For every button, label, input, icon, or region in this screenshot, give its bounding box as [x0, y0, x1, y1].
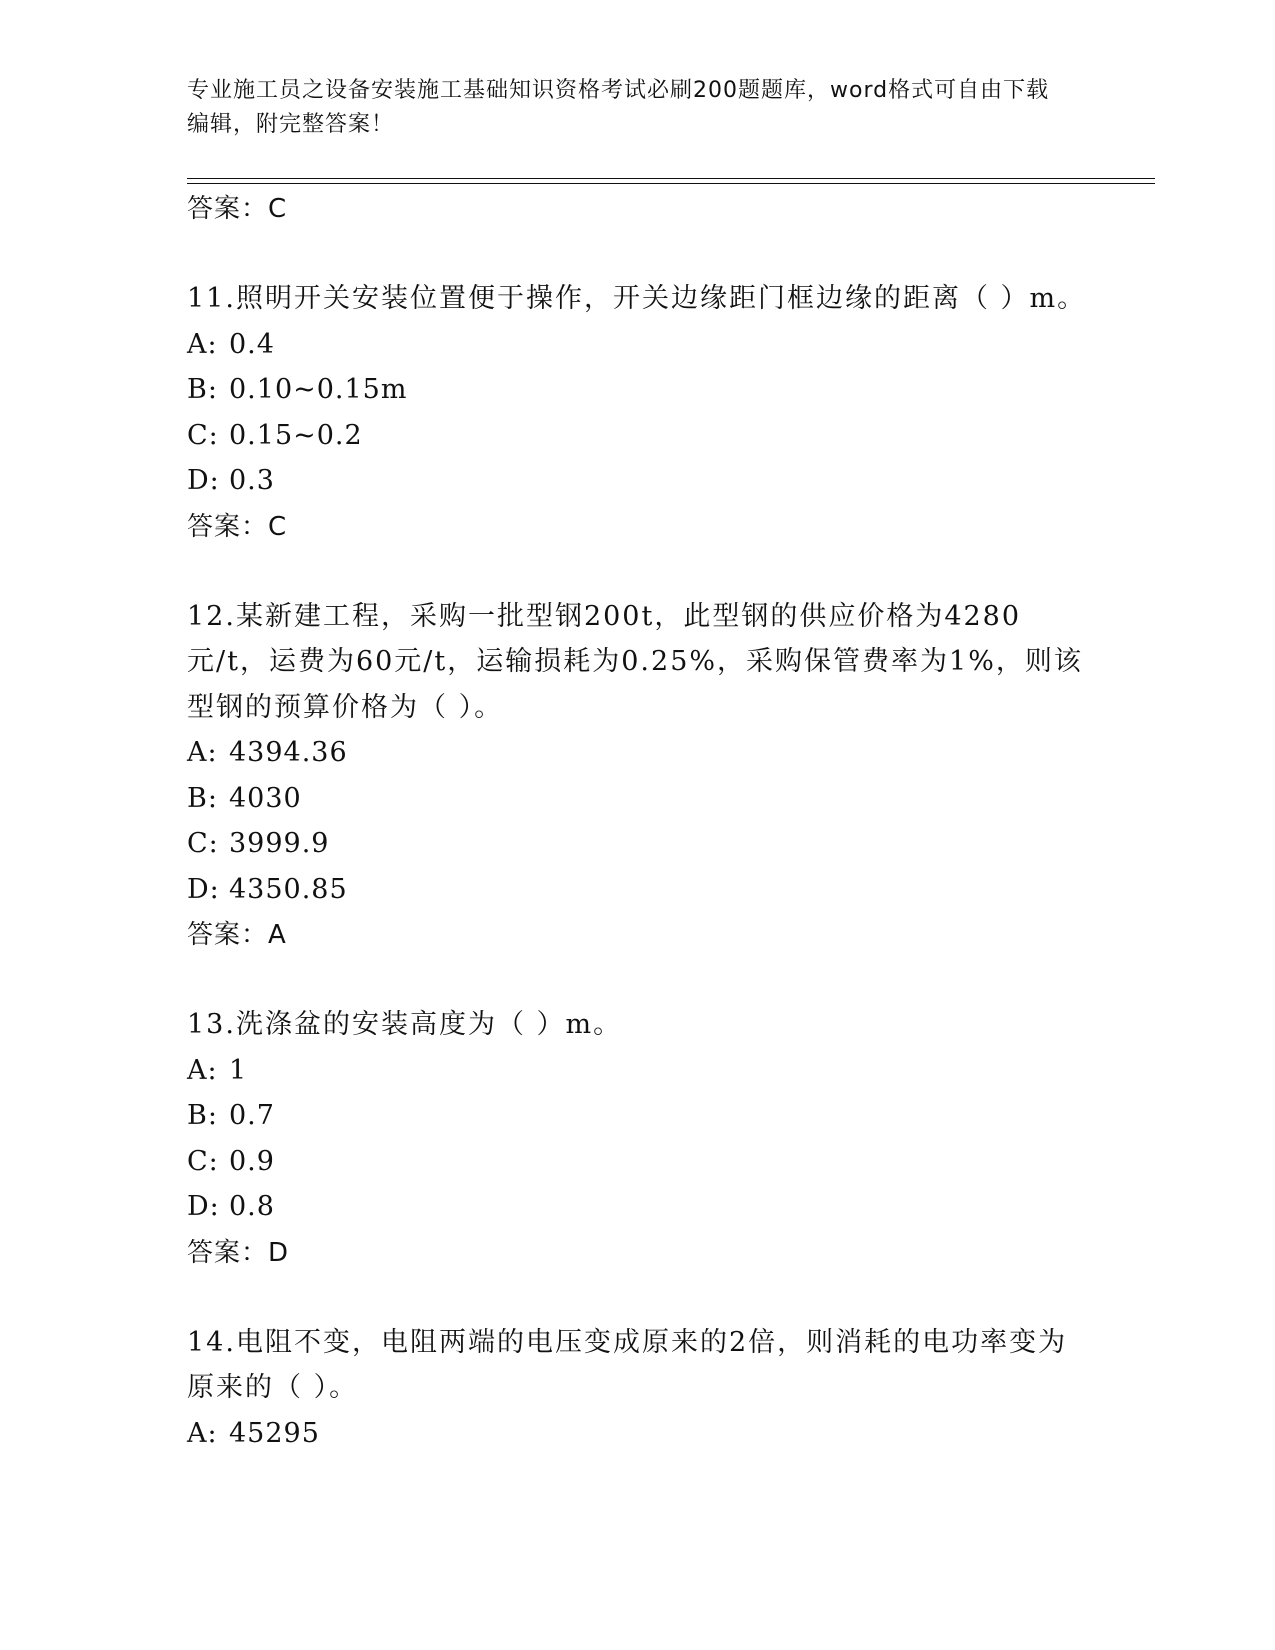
question-11-option-d [187, 458, 1087, 504]
question-13-option-a [187, 1048, 1087, 1094]
option-value: 0.15~0.2 [229, 419, 363, 451]
option-label: A: [187, 737, 218, 768]
option-label: B: [187, 782, 218, 814]
option-label: C: [187, 828, 219, 859]
spacer [187, 232, 1087, 276]
option-value: 4030 [229, 782, 302, 814]
question-13-option-b [187, 1093, 1087, 1139]
option-value: 0.7 [229, 1100, 275, 1131]
question-11-answer: 答案：C [187, 511, 288, 542]
question-13-answer: 答案：D [187, 1237, 290, 1268]
question-13-option-d [187, 1184, 1087, 1230]
question-12-option-b [187, 776, 1087, 822]
question-list [187, 186, 1087, 1456]
option-label: C: [187, 1145, 219, 1177]
option-value: 0.3 [229, 465, 275, 496]
question-11-option-b [187, 367, 1087, 413]
question-12-text: 12.某新建工程，采购一批型钢200t，此型钢的供应价格为4280元/t，运费为60元/t，运输损耗为0.25%，采购保管费率为1%，则该型钢的预算价格为（ ）。 [187, 600, 1083, 723]
option-value: 45295 [229, 1417, 320, 1449]
option-value: 0.10~0.15m [229, 374, 408, 405]
question-12-answer: 答案：A [187, 920, 287, 950]
header-divider [187, 178, 1155, 184]
option-label: A: [187, 1054, 218, 1086]
question-11-option-c [187, 413, 1087, 459]
option-value: 0.9 [229, 1145, 275, 1177]
question-12-option-a [187, 730, 1087, 776]
option-label: A: [187, 1417, 218, 1449]
option-label: A: [187, 328, 218, 360]
option-label: D: [187, 465, 220, 496]
option-label: B: [187, 1100, 218, 1131]
option-value: 4394.36 [229, 737, 348, 768]
option-value: 3999.9 [229, 828, 330, 859]
option-label: D: [187, 873, 220, 905]
question-12-option-c [187, 821, 1087, 867]
option-value: 0.4 [229, 328, 275, 360]
question-13-text: 13.洗涤盆的安装高度为（ ）m。 [187, 1009, 623, 1040]
question-13-option-c [187, 1139, 1087, 1185]
question-14-text: 14.电阻不变，电阻两端的电压变成原来的2倍，则消耗的电功率变为原来的（ ）。 [187, 1326, 1068, 1403]
option-label: B: [187, 374, 218, 405]
option-value: 0.8 [229, 1191, 275, 1222]
spacer [187, 958, 1087, 1002]
spacer [187, 1276, 1087, 1320]
document-header-text: 专业施工员之设备安装施工基础知识资格考试必刷200题题库，word格式可自由下载编辑，附完整答案！ [187, 78, 1050, 137]
option-value: 1 [229, 1054, 248, 1086]
question-11-option-a [187, 322, 1087, 368]
question-14-option-a [187, 1411, 1087, 1457]
question-11-text: 11.照明开关安装位置便于操作，开关边缘距门框边缘的距离（ ）m。 [187, 283, 1087, 314]
previous-answer: 答案：C [187, 194, 288, 224]
option-label: D: [187, 1191, 220, 1222]
question-12-option-d [187, 867, 1087, 913]
spacer [187, 550, 1087, 594]
option-label: C: [187, 419, 219, 451]
option-value: 4350.85 [229, 873, 348, 905]
